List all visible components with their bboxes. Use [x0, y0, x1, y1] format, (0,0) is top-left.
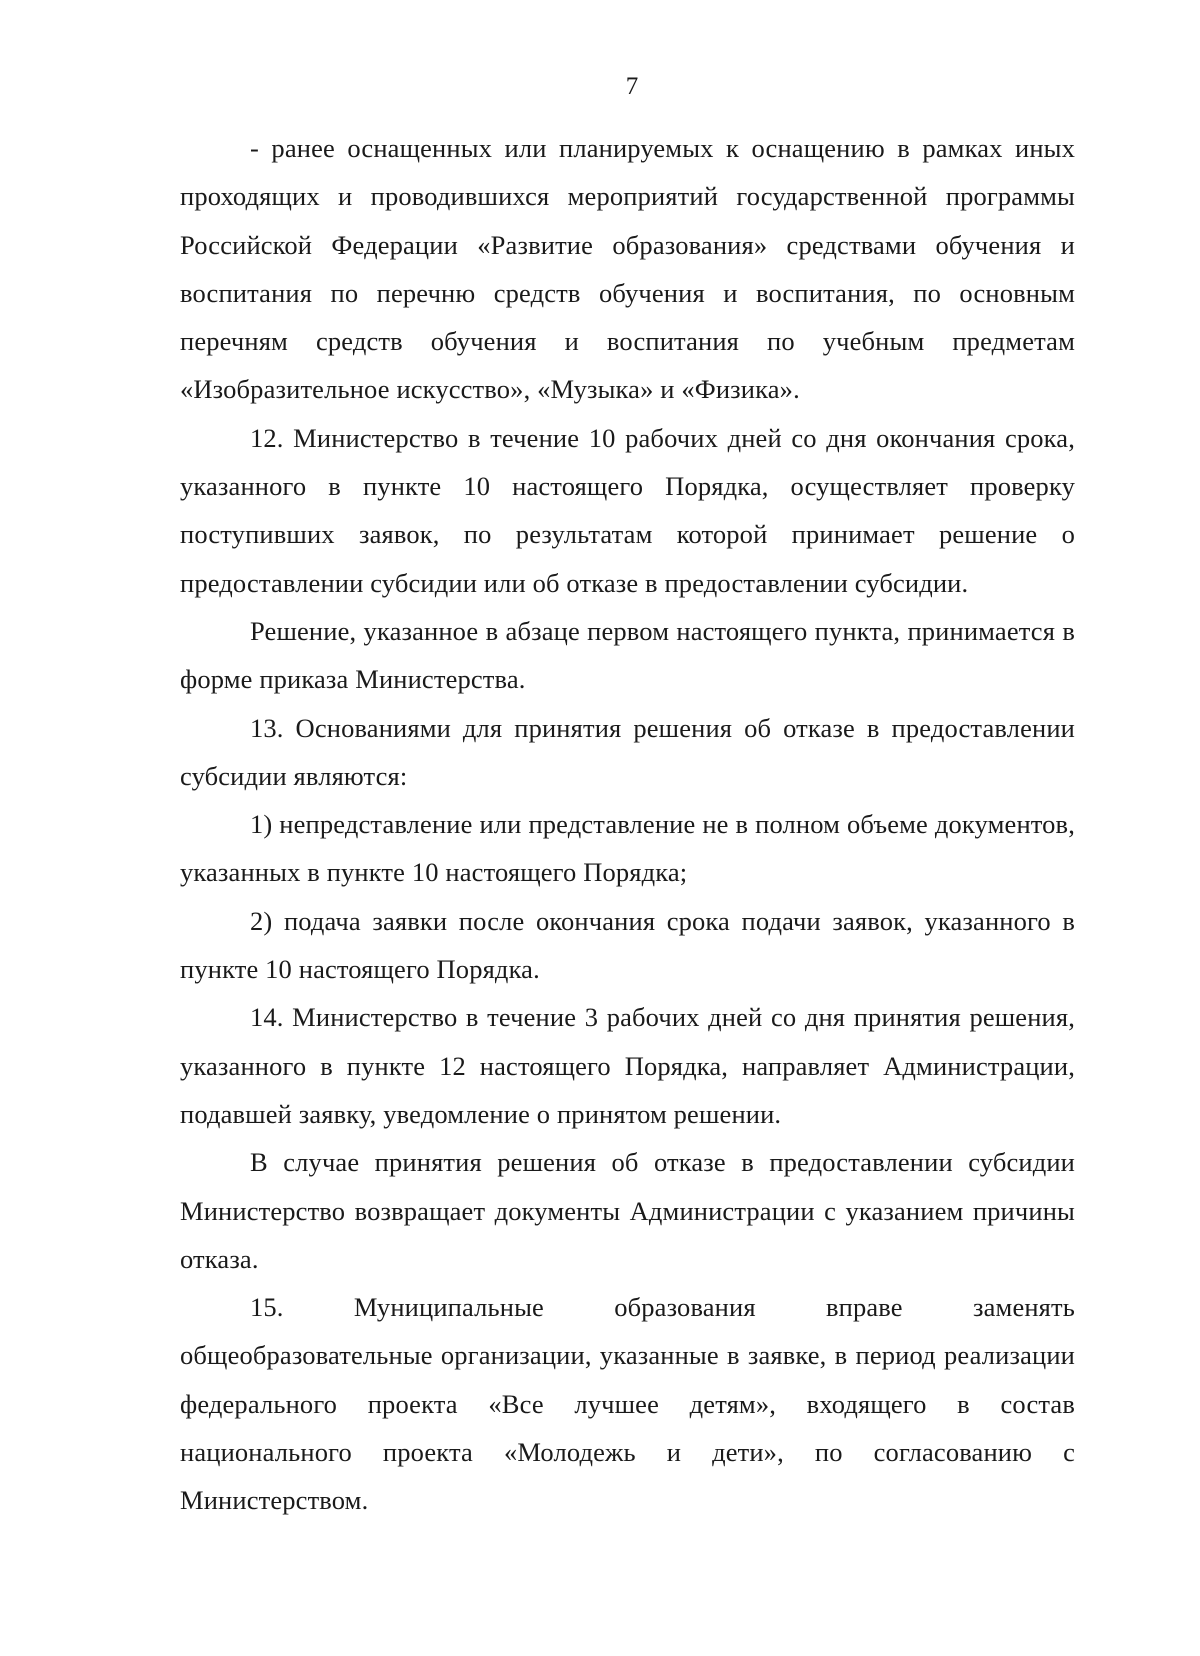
paragraph-decision-form: Решение, указанное в абзаце первом настоящего пункта, принимается в форме приказа Министерства.	[180, 615, 1075, 695]
paragraph-refusal-ground-1: 1) непредставление или представление не в полном объеме документов, указанных в пункте 10 настоящего Порядка;	[180, 809, 1075, 888]
paragraph-refusal-documents-return: В случае принятия решения об отказе в предоставлении субсидии Министерство возвращает документы Администрации с указанием причины отказа.	[180, 1147, 1075, 1274]
paragraph-13-refusal-grounds: 13. Основаниями для принятия решения об отказе в предоставлении субсидии являются:	[180, 712, 1075, 791]
paragraph-equipment-exclusion: - ранее оснащенных или планируемых к оснащению в рамках иных проходящих и проводившихся мероприятий государственной программы Российской Федерации «Развитие образования» средствами обучения и воспитания по перечню средств обучения и воспитания, по основным перечням средств обучения и воспитания по учебным предметам «Изобразительное искусство», «Музыка» и «Физика».	[180, 133, 1075, 405]
page-number: 7	[625, 73, 639, 100]
document-body	[180, 124, 1075, 1525]
paragraph-15-organization-replacement: 15. Муниципальные образования вправе заменять общеобразовательные организации, указанные в заявке, в период реализации федерального проекта «Все лучшее детям», входящего в состав национального проекта «Молодежь и дети», по согласованию с Министерством.	[180, 1292, 1075, 1516]
paragraph-12-application-review: 12. Министерство в течение 10 рабочих дней со дня окончания срока, указанного в пункте 10 настоящего Порядка, осуществляет проверку поступивших заявок, по результатам которой принимает решение о предоставлении субсидии или об отказе в предоставлении субсидии.	[180, 422, 1075, 598]
paragraph-14-notification: 14. Министерство в течение 3 рабочих дней со дня принятия решения, указанного в пункте 12 настоящего Порядка, направляет Администрации, подавшей заявку, уведомление о принятом решении.	[180, 1002, 1075, 1129]
paragraph-refusal-ground-2: 2) подача заявки после окончания срока подачи заявок, указанного в пункте 10 настоящего Порядка.	[180, 905, 1075, 985]
